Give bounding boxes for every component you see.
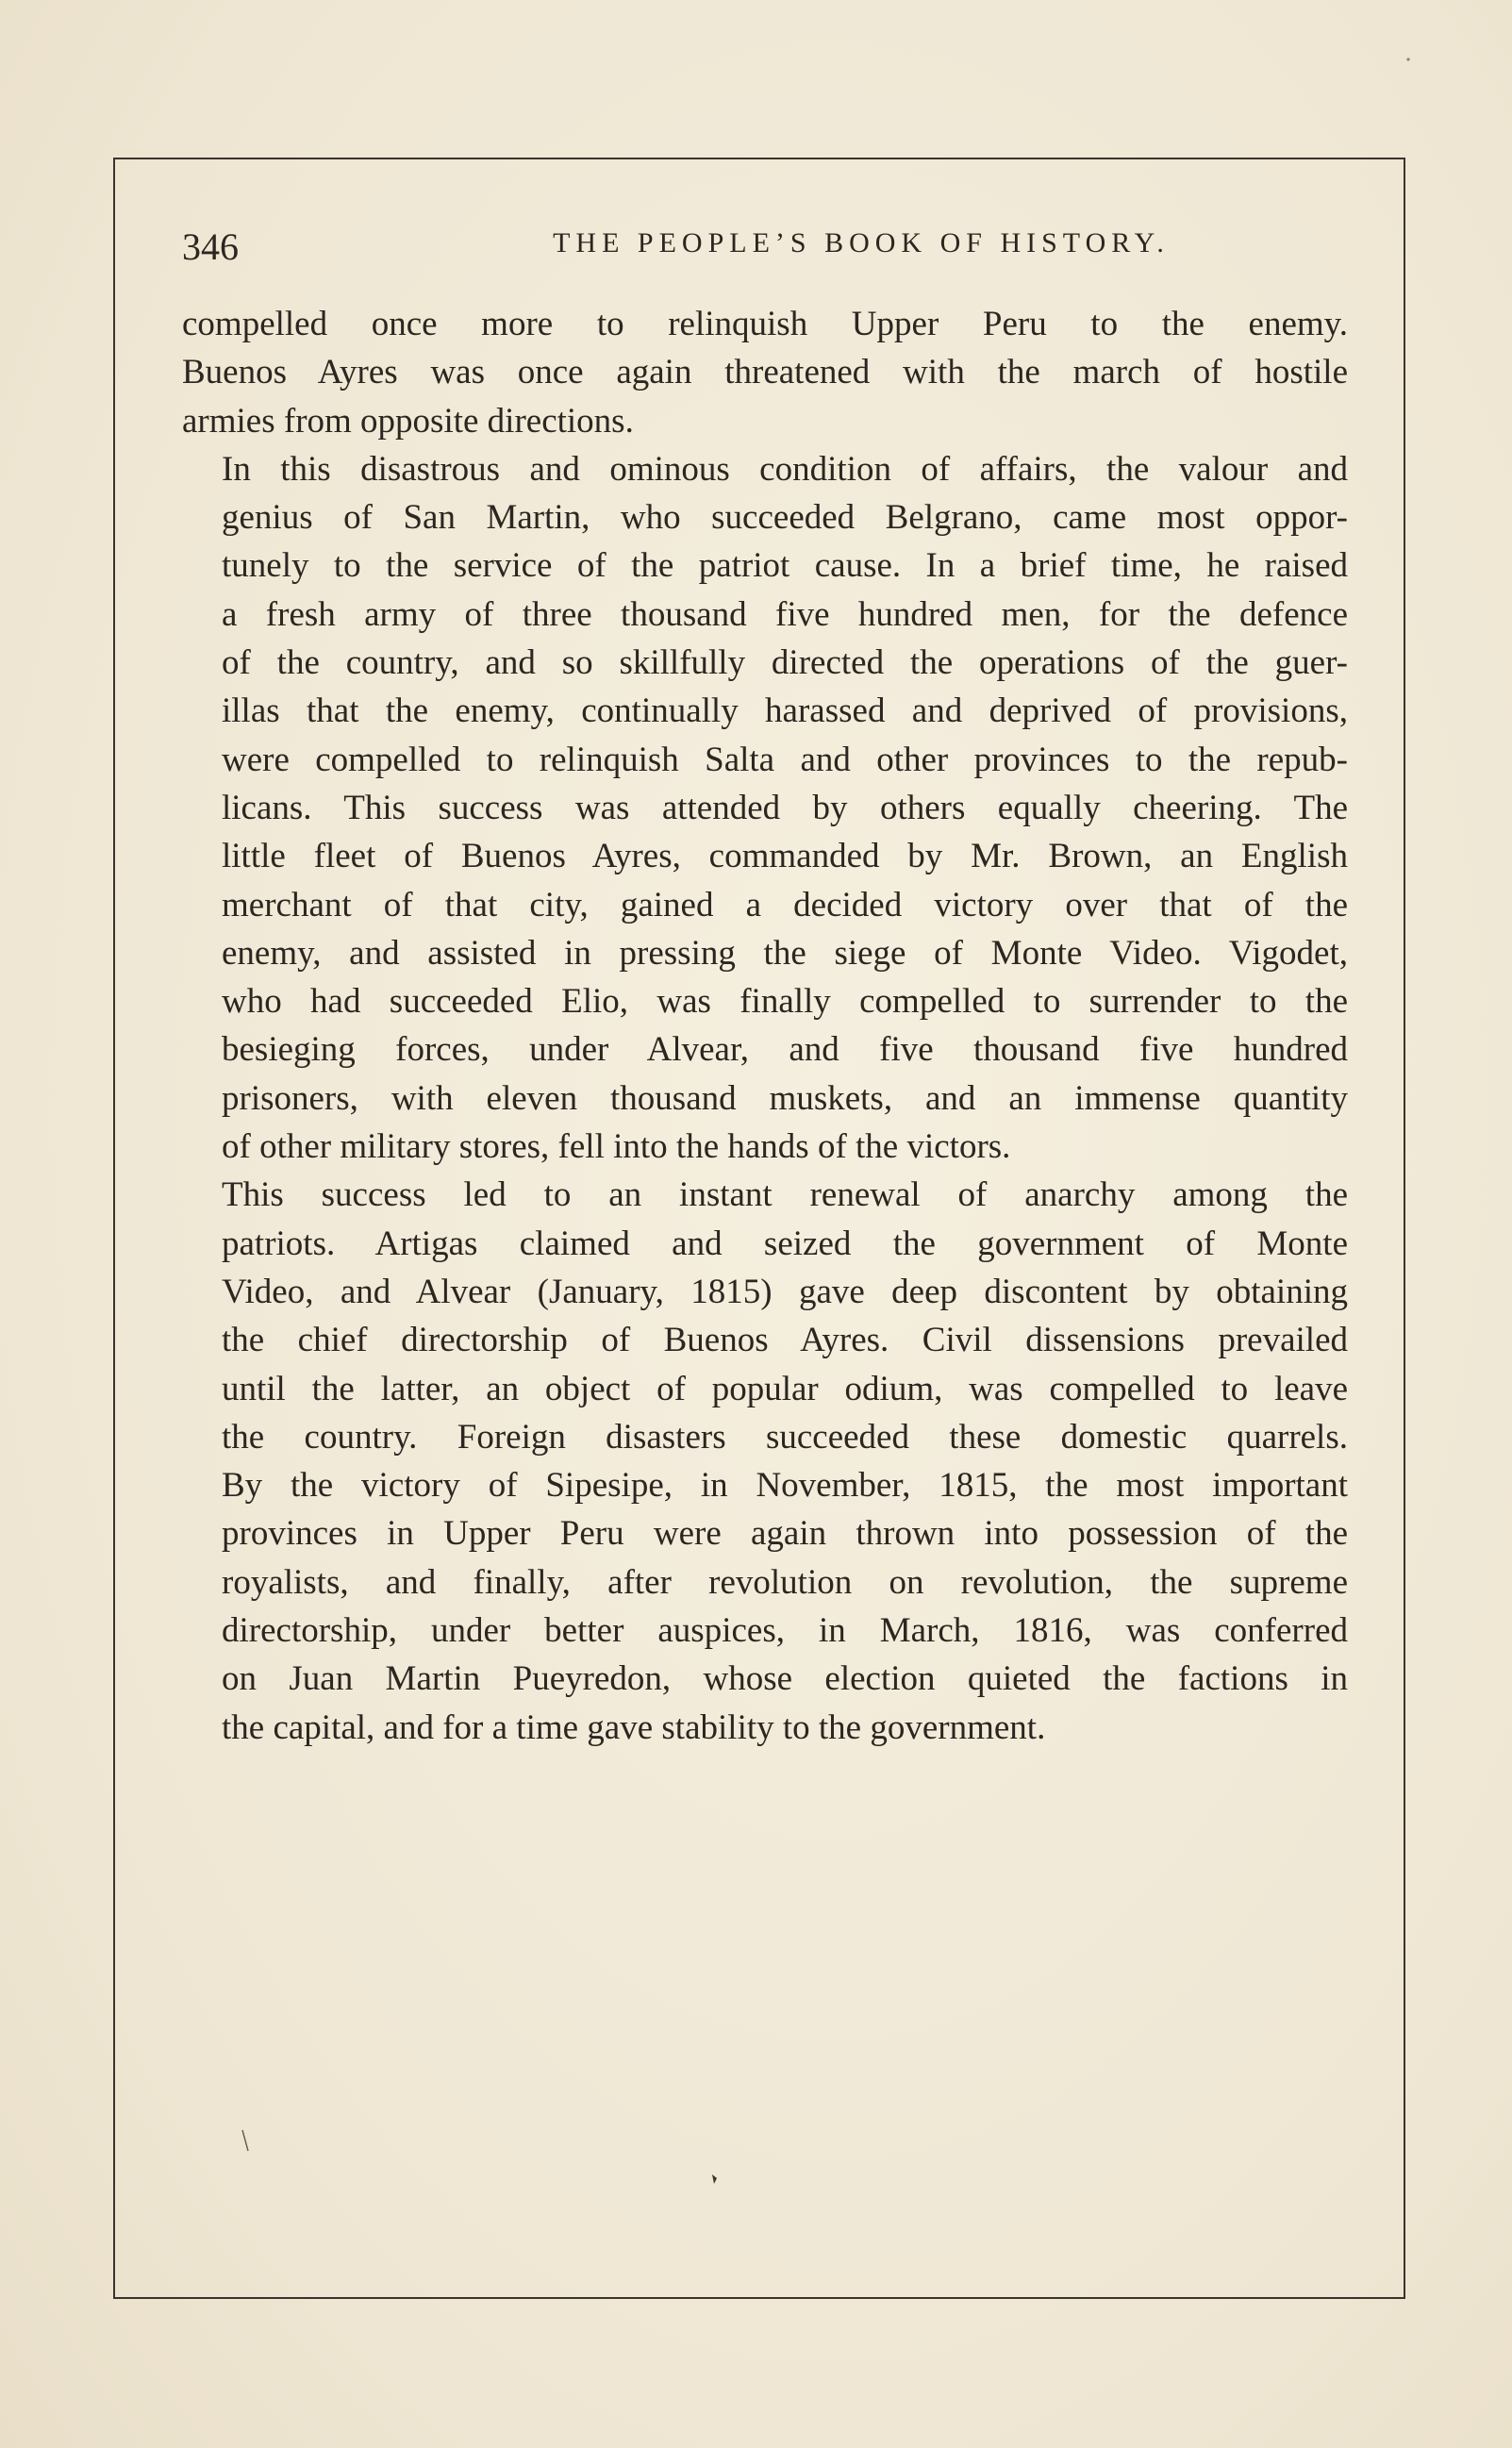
text-line: of the country, and so skillfully directed the operations of the guer- xyxy=(222,643,1348,683)
text-line: patriots. Artigas claimed and seized the government of Monte xyxy=(222,1224,1348,1263)
text-line: prisoners, with eleven thousand muskets, and an immense quantity xyxy=(222,1078,1348,1118)
text-line: the country. Foreign disasters succeeded these domestic quarrels. xyxy=(222,1417,1348,1457)
text-line: compelled once more to relinquish Upper Peru to the enemy. xyxy=(182,305,1348,343)
text-line: Video, and Alvear (January, 1815) gave deep discontent by obtaining xyxy=(222,1272,1348,1311)
text-line: on Juan Martin Pueyredon, whose election quieted the factions in xyxy=(222,1659,1348,1699)
text-line: the capital, and for a time gave stability to the government. xyxy=(222,1707,1046,1747)
running-head xyxy=(182,219,1348,275)
text-line: the chief directorship of Buenos Ayres. Civil dissensions prevailed xyxy=(222,1321,1348,1360)
text-line: a fresh army of three thousand five hundred men, for the defence xyxy=(222,594,1348,634)
text-line: illas that the enemy, continually harassed and deprived of provisions, xyxy=(222,691,1348,731)
page-number: 346 xyxy=(182,225,239,268)
text-line: royalists, and finally, after revolution on revolution, the supreme xyxy=(222,1562,1348,1602)
text-line: Buenos Ayres was once again threatened with the march of hostile xyxy=(182,353,1348,392)
paragraph xyxy=(182,300,1348,445)
body-text xyxy=(182,300,1348,1752)
text-line: provinces in Upper Peru were again thrown into possession of the xyxy=(222,1514,1348,1554)
text-line: enemy, and assisted in pressing the siege of Monte Video. Vigodet, xyxy=(222,933,1348,973)
paragraph xyxy=(182,445,1348,1171)
running-title: THE PEOPLE’S BOOK OF HISTORY. xyxy=(553,227,1170,258)
text-line: of other military stores, fell into the hands of the victors. xyxy=(222,1127,1011,1167)
text-line: genius of San Martin, who succeeded Belgrano, came most oppor- xyxy=(222,498,1348,538)
paragraph xyxy=(182,1171,1348,1752)
text-line: until the latter, an object of popular odium, was compelled to leave xyxy=(222,1369,1348,1408)
text-line: little fleet of Buenos Ayres, commanded by Mr. Brown, an English xyxy=(222,837,1348,876)
text-line: licans. This success was attended by others equally cheering. The xyxy=(222,788,1348,827)
text-line: besieging forces, under Alvear, and five thousand five hundred xyxy=(222,1030,1348,1070)
text-line: By the victory of Sipesipe, in November, 1815, the most important xyxy=(222,1466,1348,1506)
text-line: merchant of that city, gained a decided victory over that of the xyxy=(222,885,1348,924)
text-line: tunely to the service of the patriot cause. In a brief time, he raised xyxy=(222,546,1348,586)
text-line: who had succeeded Elio, was finally compelled to surrender to the xyxy=(222,982,1348,1022)
text-line: were compelled to relinquish Salta and other provinces to the repub- xyxy=(222,740,1348,779)
text-line: In this disastrous and ominous condition of affairs, the valour and xyxy=(222,449,1348,489)
paper-speck xyxy=(1406,58,1409,60)
text-line: This success led to an instant renewal of anarchy among the xyxy=(222,1175,1348,1215)
text-line: armies from opposite directions. xyxy=(182,401,634,441)
text-line: directorship, under better auspices, in March, 1816, was conferred xyxy=(222,1611,1348,1651)
